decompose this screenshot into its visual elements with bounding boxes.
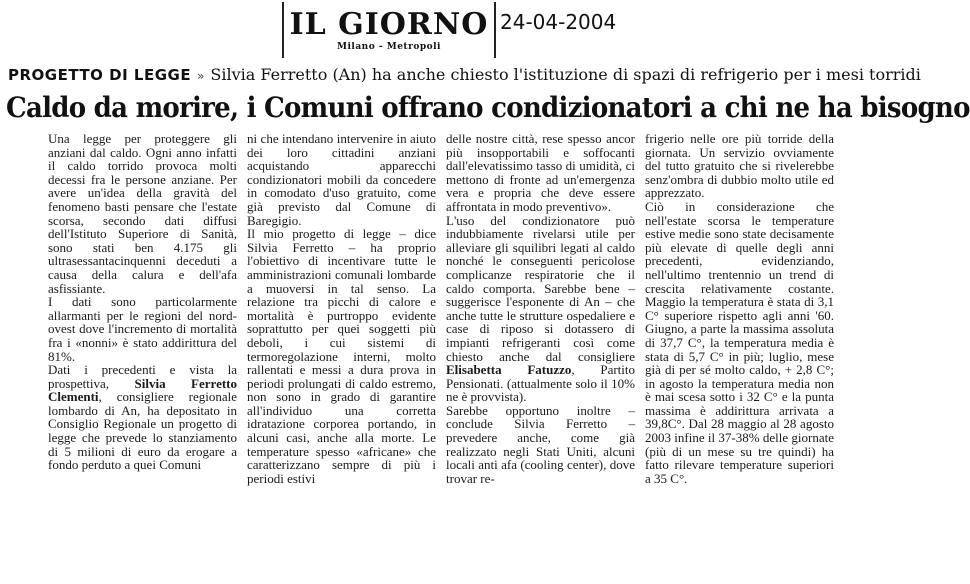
paragraph: I dati sono particolarmente allarmanti per le regioni del nord-ovest dove l'incremento di mortalità fra i «nonni» è stato addirittura del 81%. (48, 294, 237, 364)
newspaper-logo (282, 2, 496, 58)
paragraph (446, 214, 635, 404)
article-column-2 (247, 132, 436, 582)
paragraph-rest: , consigliere regionale lombardo di An, ha depositato in Consiglio Regionale un progetto di legge che prevede lo stanziamento di 5 milioni di euro da erogare a fondo perduto a quei Comuni (48, 389, 237, 473)
person-name: Silvia Ferretto Clementi (48, 375, 237, 405)
paragraph-lead: Dati i precedenti e vista la prospettiva, (48, 362, 237, 391)
logo-edition: Milano - Metropoli (337, 42, 441, 52)
article-column-3 (446, 132, 635, 582)
logo-title: IL GIORNO (289, 7, 489, 42)
person-name: Elisabetta Fatuzzo (446, 362, 572, 378)
paragraph-rest: , Partito Pensionati. (attualmente solo il 10% ne è provvista). (446, 362, 636, 405)
kicker-separator-icon: » (197, 69, 205, 83)
paragraph: Ciò in considerazione che nell'estate scorsa le temperature estive medie sono state decisamente più elevate di quelle degli anni precedenti, evidenziando, nell'ultimo trentennio un trend di crescita relativamente costante. Maggio la temperatura è stata di 3,1 C° superiore rispetto agli anni '60. Giugno, a parte la massima assoluta di 37,7 C°, la temperatura media è stata di 5,7 C° in più; luglio, mese già di per sé molto caldo, + 2,8 C°; in agosto la temperatura media non è mai scesa sotto i 32 C° e la punta massima è addirittura arrivata a 39,8C°. Dal 28 maggio al 28 agosto 2003 infine il 37-38% delle giornate (più di un mese su tre quindi) ha fatto rilevare temperature superiori a 35 C°. (645, 198, 834, 486)
paragraph: Una legge per proteggere gli anziani dal caldo. Ogni anno infatti il caldo torrido provoca molti decessi fra le persone anziane. Per avere un'idea della gravità del fenomeno basti pensare che l'estate scorsa, secondo dati diffusi dell'Istituto Superiore di Sanità, sono stati ben 4.175 gli ultrasessantacinquenni deceduti a causa della calura e dell'afa asfissiante. (48, 131, 237, 296)
kicker-label: PROGETTO DI LEGGE (8, 66, 192, 84)
paragraph: Il mio progetto di legge – dice Silvia Ferretto – ha proprio l'obiettivo di incentivare tutte le amministrazioni comunali lombarde a muoversi in tal senso. La relazione tra picchi di calore e mortalità è purtroppo evidente soprattutto per quei soggetti più deboli, i cui sistemi di termoregolazione interni, molto rallentati e messi a dura prova in periodi prolungati di caldo estremo, non sono in grado di garantire all'individuo una corretta idratazione corporea portando, in alcuni casi, anche alla morte. Le temperature spesso «africane» che caratterizzano sempre di più i periodi estivi (247, 226, 436, 486)
article-column-1 (48, 132, 237, 582)
paragraph-lead: L'uso del condizionatore può indubbiamente rivelarsi utile per alleviare gli squilibri legati al caldo nonché le conseguenti pericolose complicanze respiratorie che il caldo comporta. Sarebbe bene – suggerisce l'esponente di An – che anche tutte le strutture ospedaliere e case di riposo si dotassero di impianti refrigeranti così come chiesto anche dal consigliere (446, 212, 635, 364)
paragraph: delle nostre città, rese spesso ancor più insopportabili e soffocanti dall'elevatissimo tasso di umidità, ci mettono di fronte ad un'emergenza vera e propria che deve essere affrontata in modo preventivo». (446, 131, 635, 214)
paragraph: frigerio nelle ore più torride della giornata. Un servizio ovviamente del tutto gratuito che si rivelerebbe senz'ombra di dubbio molto utile ed apprezzato. (645, 131, 834, 201)
publication-date: 24-04-2004 (500, 10, 617, 34)
article-body (48, 132, 844, 582)
kicker-text: Silvia Ferretto (An) ha anche chiesto l'istituzione di spazi di refrigerio per i mesi torridi (210, 65, 921, 84)
masthead (0, 0, 850, 62)
article-column-4 (645, 132, 834, 582)
kicker (8, 64, 921, 86)
paragraph (48, 363, 237, 472)
paragraph: ni che intendano intervenire in aiuto dei loro cittadini anziani acquistando apparecchi condizionatori mobili da concedere in comodato d'uso gratuito, come già previsto dal Comune di Baregigio. (247, 131, 436, 228)
headline: Caldo da morire, i Comuni offrano condizionatori a chi ne ha bisogno (6, 91, 970, 124)
paragraph: Sarebbe opportuno inoltre – conclude Silvia Ferretto – prevedere anche, come già realizzato negli Stati Uniti, alcuni locali anti afa (cooling center), dove trovar re- (446, 402, 635, 486)
